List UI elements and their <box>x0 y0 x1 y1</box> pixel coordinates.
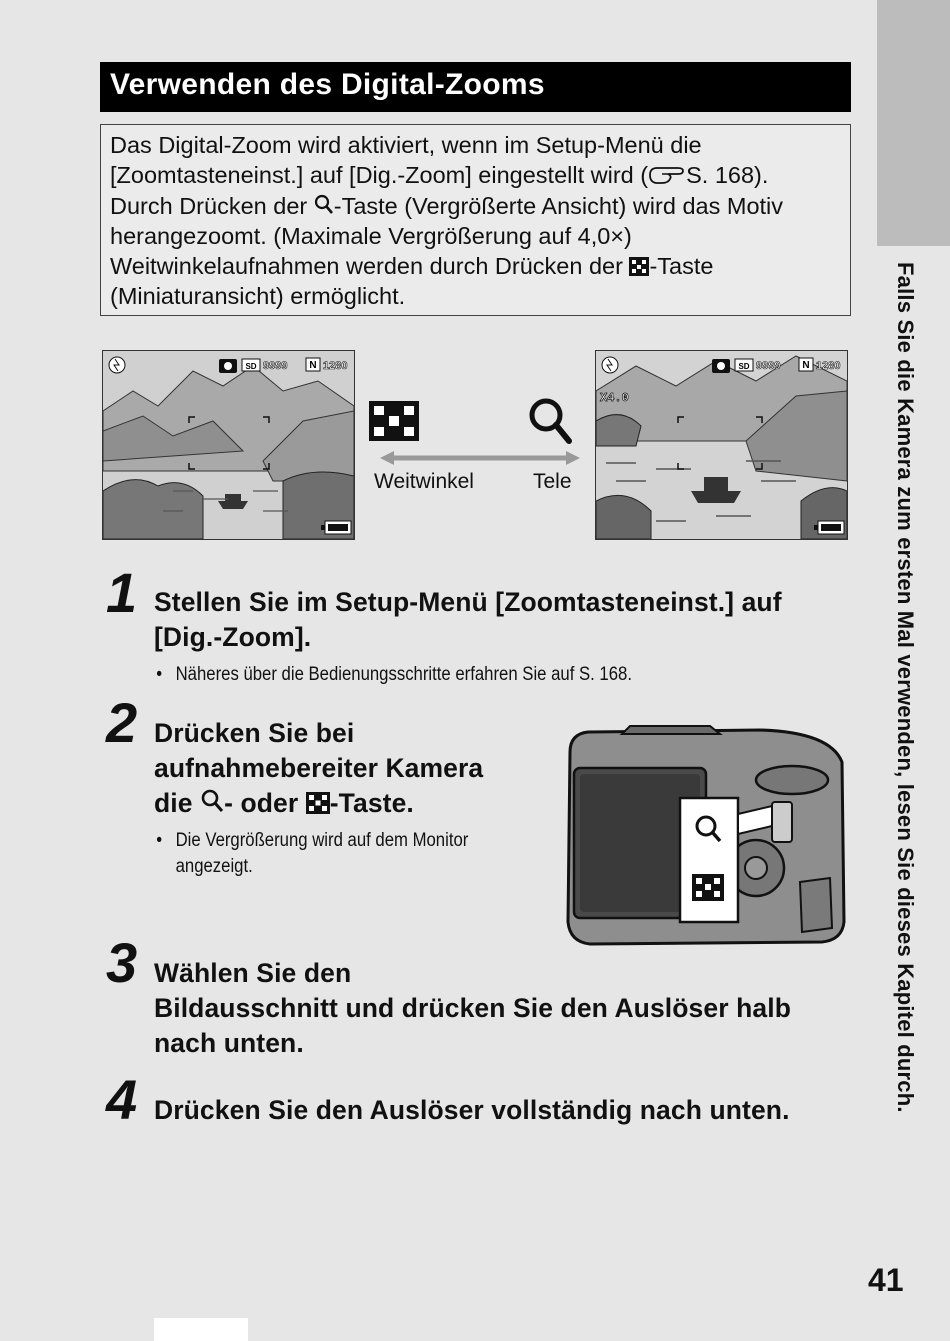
zoom-arrow <box>378 450 582 466</box>
intro-box <box>100 124 851 316</box>
intro-text: -Taste <box>649 253 714 280</box>
step-note-text: Näheres über die Bedienungsschritte erfahren Sie auf S. 168. <box>175 664 632 685</box>
shots-remaining: 9999 <box>263 360 288 372</box>
step-title-line: Drücken Sie den Auslöser vollständig nach unten. <box>154 1095 790 1125</box>
footer-strip <box>154 1318 248 1341</box>
step-title <box>154 585 782 655</box>
bullet: • <box>156 830 163 851</box>
intro-line <box>110 281 841 311</box>
intro-line <box>110 160 841 190</box>
step-note-text: angezeigt. <box>175 856 253 877</box>
thumbnail-icon <box>629 257 649 276</box>
intro-text: herangezoomt. (Maximale Vergrößerung auf 4,0×) <box>110 222 632 249</box>
step-title <box>154 716 483 821</box>
intro-line <box>110 221 841 251</box>
landscape-tele-image <box>596 351 847 539</box>
card-indicator: SD <box>245 362 257 371</box>
magnifier-icon <box>200 788 224 814</box>
quality-indicator: N <box>309 360 317 371</box>
step-number: 2 <box>106 691 138 754</box>
step-number: 1 <box>106 561 138 624</box>
step-title-line: [Dig.-Zoom]. <box>154 622 312 652</box>
step-number: 3 <box>106 931 138 994</box>
wide-label: Weitwinkel <box>374 470 474 493</box>
section-title: Verwenden des Digital-Zooms <box>100 62 851 112</box>
step-title <box>154 956 791 1061</box>
step-title-text: die <box>154 788 201 818</box>
intro-line <box>110 191 841 221</box>
intro-text: -Taste (Vergrößerte Ansicht) wird das Motiv <box>333 192 784 219</box>
step-title-line <box>154 786 483 821</box>
battery-icon <box>321 521 351 534</box>
screen-wide <box>102 350 355 540</box>
step-title-line: Wählen Sie den <box>154 958 352 988</box>
step-title-line: Stellen Sie im Setup-Menü [Zoomtasteneinst.] auf <box>154 587 782 617</box>
intro-text: (Miniaturansicht) ermöglicht. <box>110 283 406 310</box>
battery-icon <box>814 521 844 534</box>
page-number: 41 <box>868 1262 904 1298</box>
intro-line <box>110 251 841 281</box>
step-title-text: -Taste. <box>329 788 414 818</box>
chapter-tab <box>877 0 950 246</box>
tele-label: Tele <box>533 470 572 493</box>
step-title-text: - oder <box>224 788 306 818</box>
intro-text: S. 168). <box>686 162 769 189</box>
zoom-diagram <box>362 388 592 500</box>
quality-indicator: N <box>802 360 810 371</box>
card-indicator: SD <box>738 362 750 371</box>
reference-hand-icon <box>648 163 686 185</box>
step-title-line: aufnahmebereiter Kamera <box>154 753 484 783</box>
step-title-line: Bildausschnitt und drücken Sie den Auslöser halb <box>154 993 791 1023</box>
magnifier-icon <box>314 194 334 216</box>
camera-illustration <box>560 722 850 950</box>
shots-remaining: 9999 <box>756 360 781 372</box>
intro-text: Das Digital-Zoom wird aktiviert, wenn im Setup-Menü die <box>110 132 702 158</box>
intro-line <box>110 130 841 160</box>
bullet: • <box>156 664 163 685</box>
step-note <box>158 828 468 880</box>
step-title-line: nach unten. <box>154 1028 304 1058</box>
resolution-indicator: 1280 <box>323 360 348 372</box>
thumbnail-icon <box>369 401 419 441</box>
chapter-side-text: Falls Sie die Kamera zum ersten Mal verwenden, lesen Sie dieses Kapitel durch. <box>893 262 918 1113</box>
thumbnail-icon <box>306 792 330 814</box>
screen-tele <box>595 350 848 540</box>
step-note <box>158 662 632 688</box>
intro-text: [Zoomtasteneinst.] auf [Dig.-Zoom] eingestellt wird ( <box>110 162 649 189</box>
zoom-level-indicator: X4.0 <box>600 391 629 405</box>
intro-text: Durch Drücken der <box>110 192 314 219</box>
magnifier-icon <box>527 396 573 446</box>
step-number: 4 <box>106 1068 138 1131</box>
resolution-indicator: 1280 <box>816 360 841 372</box>
step-title <box>154 1093 790 1128</box>
intro-text: Weitwinkelaufnahmen werden durch Drücken der <box>110 253 630 280</box>
step-title-line: Drücken Sie bei <box>154 718 355 748</box>
landscape-wide-image <box>103 351 354 539</box>
step-note-text: Die Vergrößerung wird auf dem Monitor <box>175 830 469 851</box>
